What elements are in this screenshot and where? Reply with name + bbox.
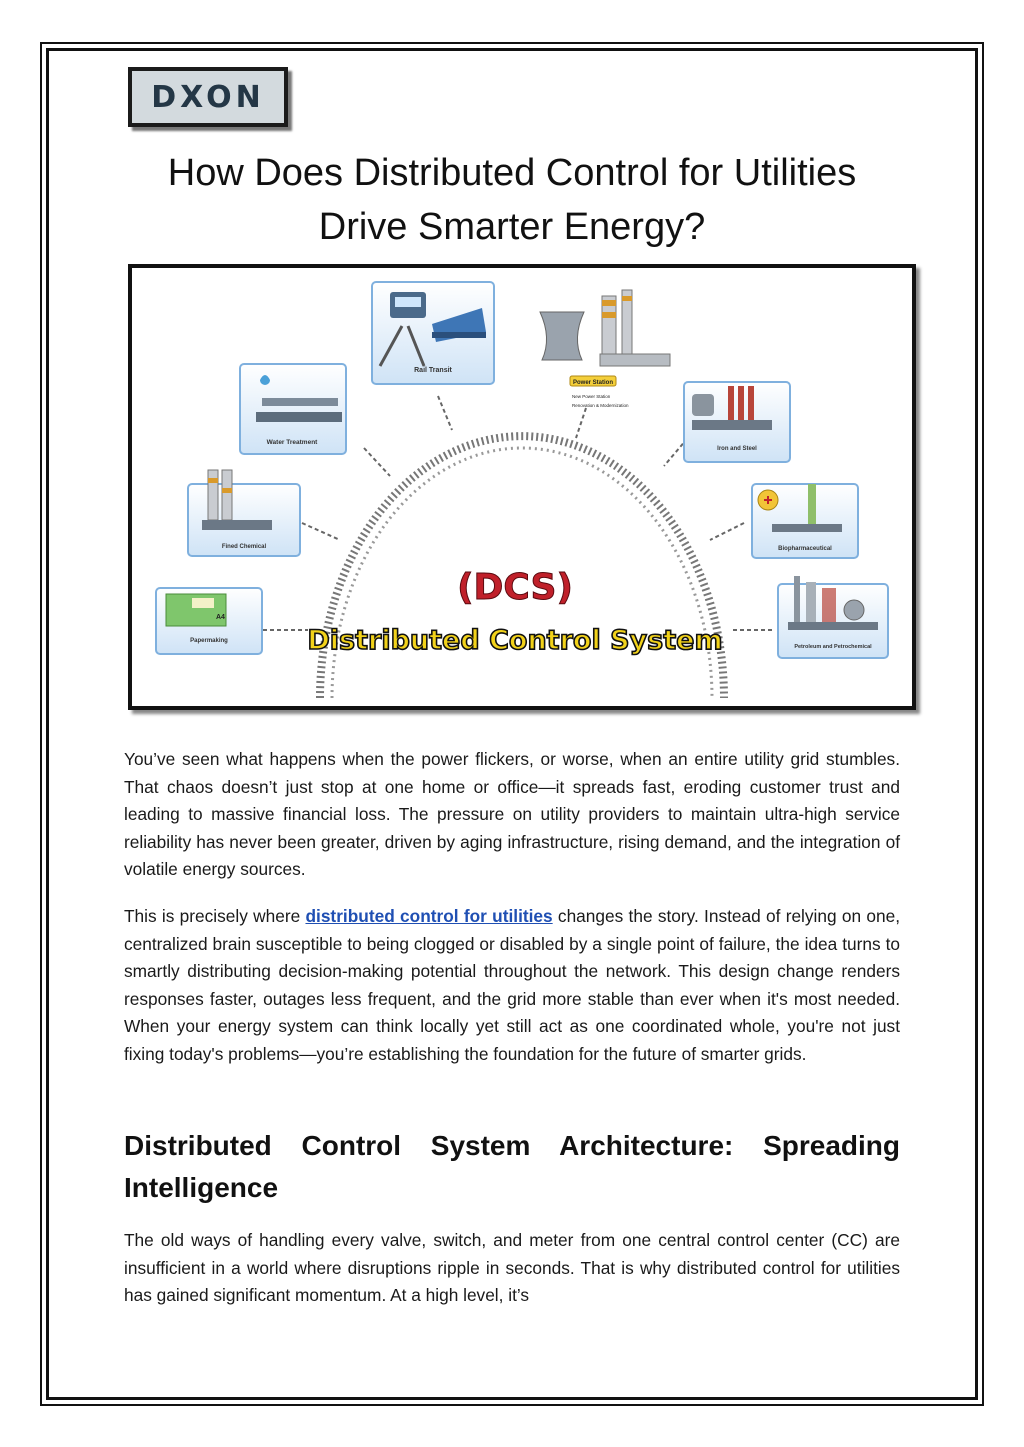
- paragraph-2-start: This is precisely where: [124, 906, 306, 926]
- title-line-1: How Does Distributed Control for Utilities: [167, 152, 857, 194]
- logo: [128, 67, 296, 133]
- node-petroleum: [778, 576, 888, 658]
- label-rail: Rail Transit: [414, 367, 452, 374]
- label-power-b1: New Power Station: [572, 394, 611, 399]
- label-bio: Biopharmaceutical: [778, 546, 832, 552]
- dcs-abbrev: (DCS): [457, 567, 573, 608]
- section-heading-line-1: Distributed Control System Architecture: Spreading: [124, 1130, 900, 1161]
- node-papermaking: [156, 588, 262, 654]
- label-paper: Papermaking: [190, 638, 228, 644]
- paragraph-2-rest: changes the story. Instead of relying on one, centralized brain susceptible to being clogged or disabled by a single point of failure, the idea turns to smartly distributing decision-making potential throughout the network. This design change renders responses faster, outages less frequent, and the grid more stable than ever when it's most needed. When your energy system can think locally yet still act as one coordinated whole, you're not just fixing today's problems—you’re establishing the foundation for the future of smarter grids.: [124, 906, 900, 1064]
- title-line-2: Drive Smarter Energy?: [318, 206, 706, 248]
- logo-text: DXON: [151, 79, 265, 115]
- dcs-title: Distributed Control System: [307, 625, 723, 656]
- node-rail-transit: [372, 282, 494, 384]
- label-iron: Iron and Steel: [717, 446, 757, 452]
- section-heading: [124, 1125, 900, 1209]
- dcs-center: [307, 567, 722, 656]
- paragraph-1: You’ve seen what happens when the power flickers, or worse, when an entire utility grid stumbles. That chaos doesn’t just stop at one home or office—it spreads fast, eroding customer trust and leading to massive financial loss. The pressure on utility providers to maintain ultra-high service reliability has never been greater, driven by aging infrastructure, rising demand, and the integration of volatile energy sources.: [124, 749, 900, 879]
- node-iron-steel: [684, 382, 790, 462]
- node-water-treatment: [240, 364, 346, 454]
- node-power-station: [540, 290, 670, 408]
- label-power-b2: Renovation & Modernization: [572, 403, 629, 408]
- node-fined-chemical: [188, 470, 300, 556]
- dcs-diagram-svg: [132, 268, 912, 706]
- dcs-diagram: [128, 264, 916, 710]
- label-chemical: Fined Chemical: [221, 544, 267, 550]
- paragraph-2: [124, 903, 900, 1068]
- distributed-control-link[interactable]: distributed control for utilities: [305, 906, 553, 926]
- label-petro: Petroleum and Petrochemical: [794, 644, 872, 650]
- label-a4: A4: [216, 614, 225, 621]
- section-heading-line-2: Intelligence: [124, 1172, 279, 1203]
- node-biopharmaceutical: [752, 484, 858, 558]
- paragraph-3: The old ways of handling every valve, switch, and meter from one central control center (CC) are insufficient in a world where disruptions ripple in seconds. That is why distributed control for utilities has gained significant momentum. At a high level, it’s: [124, 1230, 900, 1305]
- page-title: [110, 146, 914, 254]
- label-water: Water Treatment: [266, 439, 318, 446]
- label-power: Power Station: [572, 380, 614, 386]
